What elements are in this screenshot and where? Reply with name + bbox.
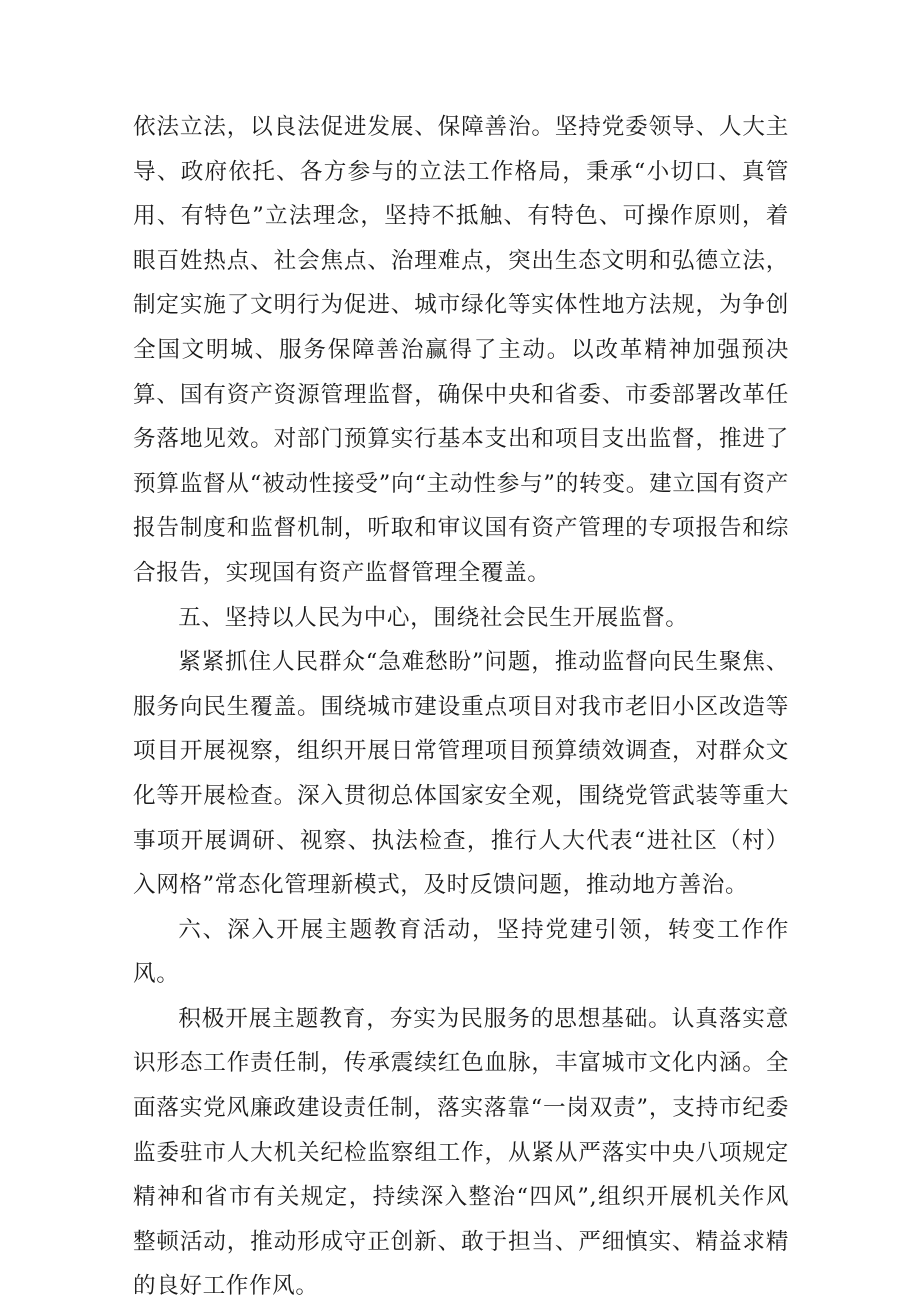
heading-section-six: 六、深入开展主题教育活动，坚持党建引领，转变工作作风。 [133,916,789,988]
heading-section-five: 五、坚持以人民为中心，围绕社会民生开展监督。 [178,604,689,631]
paragraph-legislation: 依法立法，以良法促进发展、保障善治。坚持党委领导、人大主导、政府依托、各方参与的立法工作格局，秉承“小切口、真管用、有特色”立法理念，坚持不抵触、有特色、可操作原则，着眼百姓热点、社会焦点、治理难点，突出生态文明和弘德立法，制定实施了文明行为促进、城市绿化等实体性地方法规，为争创全国文明城、服务保障善治赢得了主动。以改革精神加强预决算、国有资产资源管理监督，确保中央和省委、市委部署改革任务落地见效。对部门预算实行基本支出和项目支出监督，推进了预算监督从“被动性接受”向“主动性参与”的转变。建立国有资产报告制度和监督机制，听取和审议国有资产管理的专项报告和综合报告，实现国有资产监督管理全覆盖。 [133,114,789,586]
document-page [133,105,789,1309]
paragraph-work-style: 积极开展主题教育，夯实为民服务的思想基础。认真落实意识形态工作责任制，传承震续红色血脉，丰富城市文化内涵。全面落实党风廉政建设责任制，落实落靠“一岗双责”，支持市纪委监委驻市人大机关纪检监察组工作，从紧从严落实中央八项规定精神和省市有关规定，持续深入整治“四风”,组织开展机关作风整顿活动，推动形成守正创新、敢于担当、严细慎实、精益求精的良好工作作风。 [133,1005,789,1300]
paragraph-livelihood-supervision: 紧紧抓住人民群众“急难愁盼”问题，推动监督向民生聚焦、服务向民生覆盖。围绕城市建设重点项目对我市老旧小区改造等项目开展视察，组织开展日常管理项目预算绩效调查，对群众文化等开展检查。深入贯彻总体国家安全观，围绕党管武装等重大事项开展调研、视察、执法检查，推行人大代表“进社区（村）入网格”常态化管理新模式，及时反馈问题，推动地方善治。 [133,649,789,899]
